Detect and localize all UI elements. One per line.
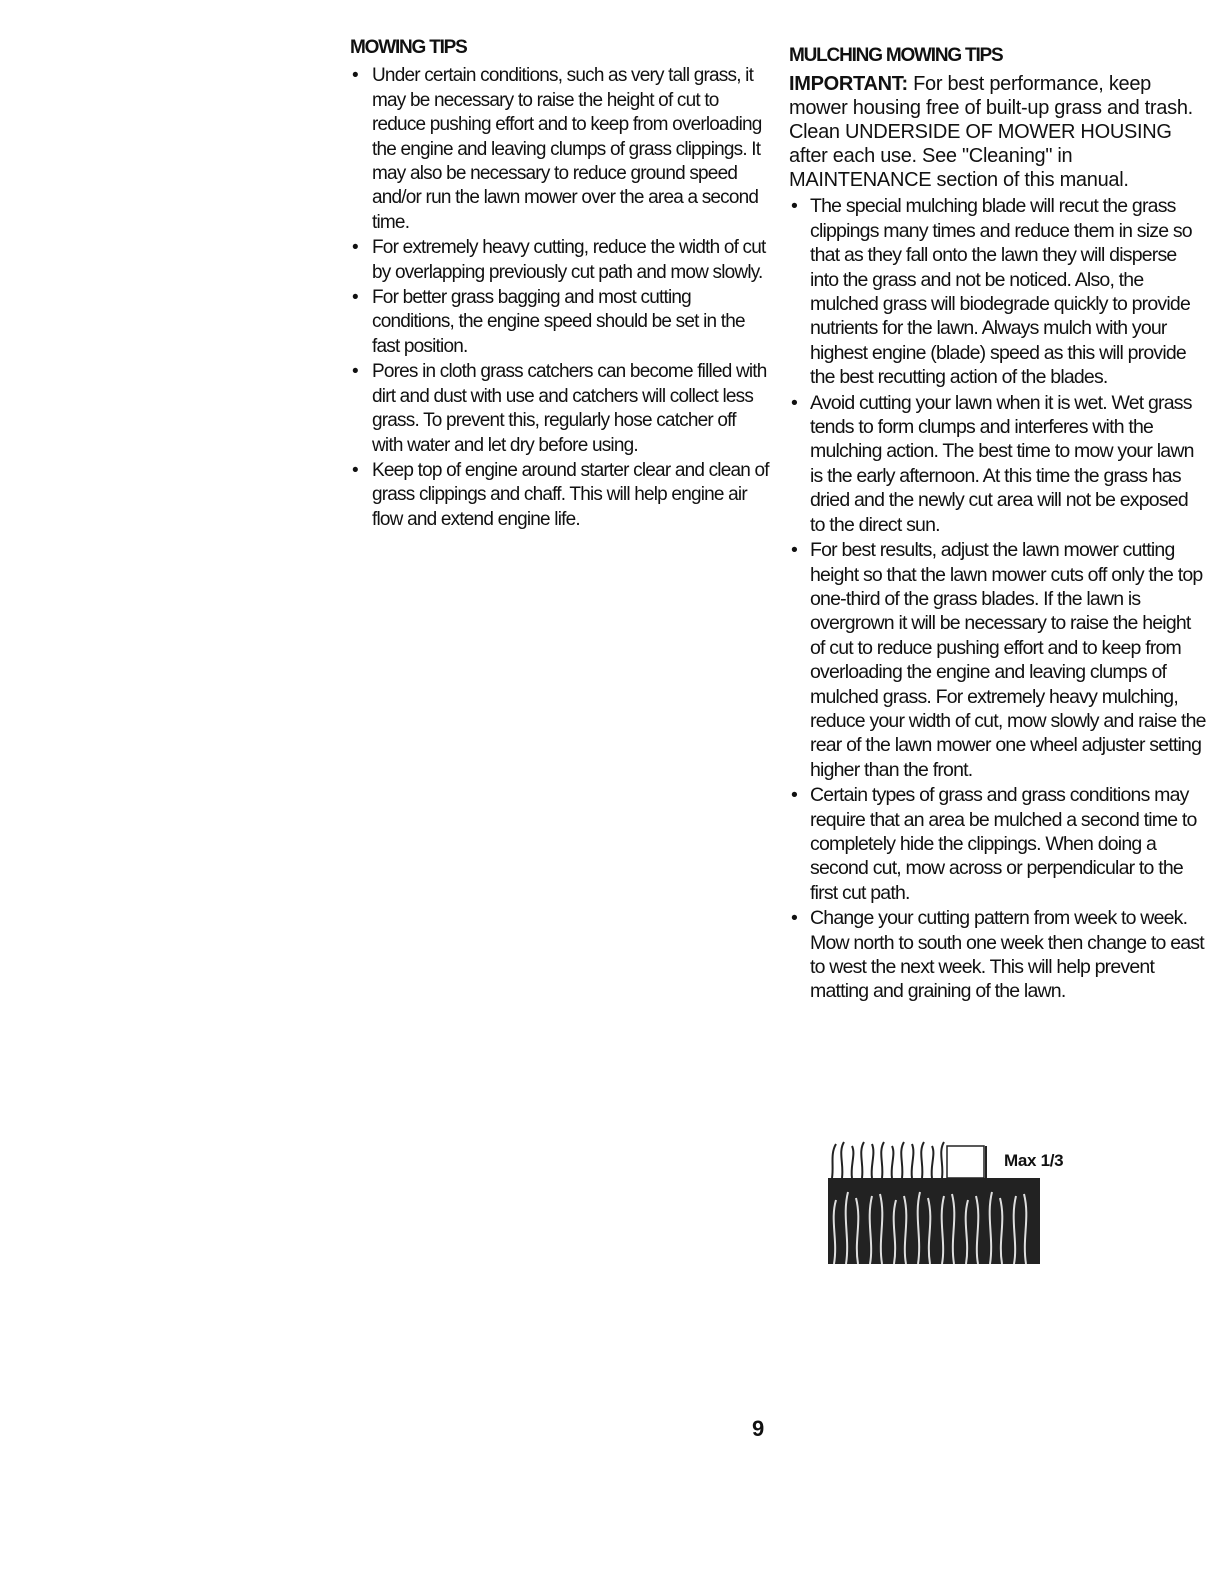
page-number: 9 — [752, 1416, 765, 1441]
list-item: • Keep top of engine around starter clear and clean of grass clippings and chaff. This will help engine air flow and extend engine life. — [350, 459, 770, 532]
important-note — [789, 72, 1207, 192]
list-item: • Under certain conditions, such as very tall grass, it may be necessary to raise the height of cut to reduce pushing effort and to keep from overloading the engine and leaving clumps of grass clippings. It may also be necessary to reduce ground speed and/or run the lawn mower over the area a second time. — [350, 64, 770, 235]
list-item: • Certain types of grass and grass conditions may require that an area be mulched a second time to completely hide the clippings. When doing a second cut, mow across or perpendicular to the first cut path. — [789, 783, 1207, 905]
mowing-tips-list — [350, 64, 770, 532]
list-item: • Pores in cloth grass catchers can become filled with dirt and dust with use and catchers will collect less grass. To prevent this, regularly hose catcher off with water and let dry before using. — [350, 360, 770, 458]
list-item: • Change your cutting pattern from week to week. Mow north to south one week then change to east to west the next week. This will help prevent matting and graining of the lawn. — [789, 906, 1207, 1004]
important-text: For best performance, keep mower housing free of built-up grass and trash. Clean UNDERSIDE OF MOWER HOUSING after each use. See "Cleaning" in MAINTENANCE section of this manual. — [789, 73, 1193, 192]
mowing-tips-heading: MOWING TIPS — [350, 37, 467, 58]
important-label: IMPORTANT: — [789, 73, 908, 96]
mulching-tips-heading: MULCHING MOWING TIPS — [789, 45, 1003, 66]
list-item: • The special mulching blade will recut the grass clippings many times and reduce them in size so that as they fall onto the lawn they will disperse into the grass and not be noticed. Also, the mulched grass will biodegrade quickly to provide nutrients for the lawn. Always mulch with your highest engine (blade) speed as this will provide the best recutting action of the blades. — [789, 194, 1207, 389]
list-item: • For extremely heavy cutting, reduce the width of cut by overlapping previously cut path and mow slowly. — [350, 236, 770, 285]
list-item: • For best results, adjust the lawn mower cutting height so that the lawn mower cuts off only the top one-third of the grass blades. If the lawn is overgrown it will be necessary to raise the height of cut to reduce pushing effort and to keep from overloading the engine and leaving clumps of mulched grass. For extremely heavy mulching, reduce your width of cut, mow slowly and raise the rear of the lawn mower one wheel adjuster setting higher than the front. — [789, 538, 1207, 782]
mulching-tips-section — [789, 44, 1207, 1005]
max-one-third-label: Max 1/3 — [1004, 1151, 1064, 1170]
mulching-tips-list — [789, 194, 1207, 1003]
list-item: • Avoid cutting your lawn when it is wet. Wet grass tends to form clumps and interferes with the mulching action. The best time to mow your lawn is the early afternoon. At this time the grass has dried and the newly cut area will not be exposed to the direct sun. — [789, 391, 1207, 537]
list-item: • For better grass bagging and most cutting conditions, the engine speed should be set in the fast position. — [350, 286, 770, 359]
mowing-tips-section — [350, 36, 770, 533]
